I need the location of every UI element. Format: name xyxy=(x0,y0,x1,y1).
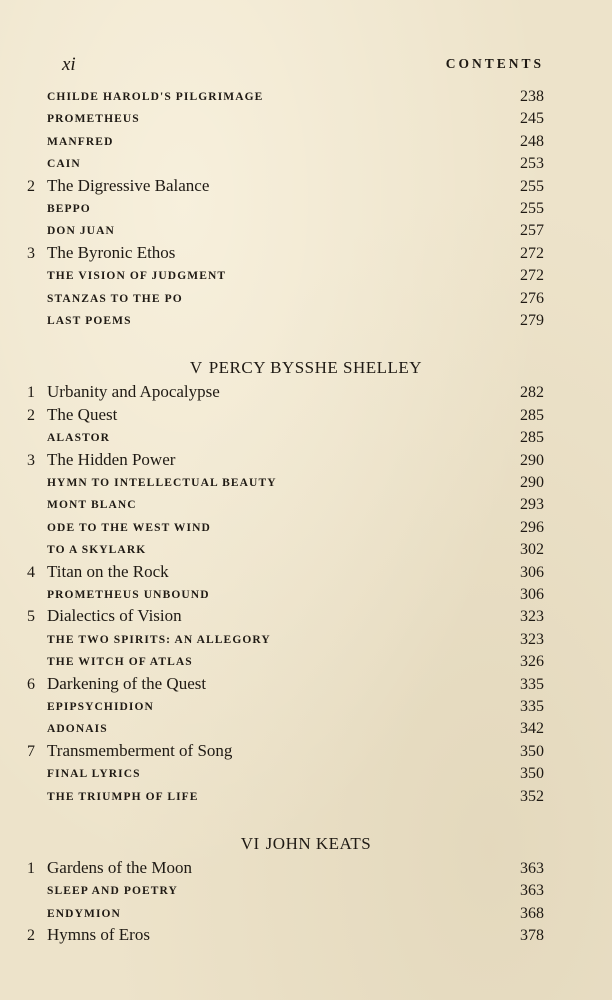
toc-entry xyxy=(20,131,544,153)
page-number: 352 xyxy=(520,787,544,805)
page-number: 335 xyxy=(520,698,544,715)
page-number: 253 xyxy=(520,155,544,173)
section-title: Transmemberment of Song xyxy=(47,740,233,760)
poem-title: LAST POEMS xyxy=(47,315,132,327)
page-number: 285 xyxy=(520,429,544,447)
toc-entry xyxy=(20,310,544,332)
poem-title: THE TWO SPIRITS: AN ALLEGORY xyxy=(47,633,271,646)
chapter-number: 5 xyxy=(27,608,35,626)
page-number: 342 xyxy=(520,720,544,738)
part-heading xyxy=(0,834,612,854)
chapter-number: 1 xyxy=(27,384,35,402)
section-title: The Byronic Ethos xyxy=(47,242,176,262)
page-number: 285 xyxy=(520,406,544,424)
toc-entry xyxy=(20,382,544,404)
part-numeral: V xyxy=(189,358,203,378)
page-number: 290 xyxy=(520,451,544,469)
poem-title: CHILDE HAROLD'S PILGRIMAGE xyxy=(47,91,264,103)
page-number: 335 xyxy=(520,675,544,693)
chapter-number: 1 xyxy=(27,860,35,877)
chapter-number: 4 xyxy=(27,563,35,581)
part-heading xyxy=(0,358,612,378)
poem-title: ADONAIS xyxy=(47,723,108,736)
poem-title: HYMN TO INTELLECTUAL BEAUTY xyxy=(47,477,277,489)
part-title: JOHN KEATS xyxy=(265,834,372,853)
toc-entry xyxy=(20,629,544,651)
toc-entry xyxy=(20,405,544,427)
toc-entry xyxy=(20,903,544,925)
toc-entry xyxy=(20,880,544,902)
poem-title: THE WITCH OF ATLAS xyxy=(47,656,193,669)
poem-title: ODE TO THE WEST WIND xyxy=(47,521,211,534)
page-number: 323 xyxy=(520,630,544,648)
page-number: 350 xyxy=(520,765,544,783)
poem-title: PROMETHEUS xyxy=(47,113,140,126)
poem-title: MANFRED xyxy=(47,135,114,148)
page-number: 296 xyxy=(520,518,544,536)
chapter-number: 2 xyxy=(27,927,35,945)
page-number: 293 xyxy=(520,496,544,514)
page-number: 272 xyxy=(520,267,544,285)
poem-title: THE TRIUMPH OF LIFE xyxy=(47,790,199,803)
toc-entry xyxy=(20,858,544,880)
toc-entry xyxy=(20,427,544,449)
page-number: 279 xyxy=(520,312,544,329)
toc-entry xyxy=(20,763,544,785)
page-number: 245 xyxy=(520,110,544,128)
toc-entry xyxy=(20,86,544,108)
toc-entry xyxy=(20,450,544,472)
page-number: 248 xyxy=(520,132,544,150)
toc-entry xyxy=(20,718,544,740)
section-title: Titan on the Rock xyxy=(47,561,169,581)
page-number: 257 xyxy=(520,222,544,240)
toc-entry xyxy=(20,651,544,673)
poem-title: PROMETHEUS UNBOUND xyxy=(47,589,210,601)
chapter-number: 2 xyxy=(27,177,35,195)
page-number: 363 xyxy=(520,860,544,877)
page-number: 272 xyxy=(520,244,544,262)
toc-entry xyxy=(20,153,544,175)
page-number: 368 xyxy=(520,904,544,922)
toc-entry xyxy=(20,517,544,539)
section-title: The Digressive Balance xyxy=(47,175,210,195)
poem-title: MONT BLANC xyxy=(47,499,137,512)
page-number: 323 xyxy=(520,608,544,626)
toc-entry xyxy=(20,674,544,696)
page-number: 290 xyxy=(520,474,544,491)
page-header xyxy=(52,54,544,76)
chapter-number: 3 xyxy=(27,244,35,262)
toc-entry xyxy=(20,925,544,947)
toc-entry xyxy=(20,786,544,808)
poem-title: STANZAS TO THE PO xyxy=(47,292,183,305)
poem-title: ALASTOR xyxy=(47,432,111,445)
poem-title: THE VISION OF JUDGMENT xyxy=(47,270,227,283)
page-number: 238 xyxy=(520,88,544,105)
toc-entry xyxy=(20,696,544,718)
page-number: 276 xyxy=(520,289,544,307)
chapter-number: 3 xyxy=(27,451,35,469)
poem-title: DON JUAN xyxy=(47,225,115,238)
toc-entry xyxy=(20,539,544,561)
page-number: 306 xyxy=(520,563,544,581)
page-number: 306 xyxy=(520,586,544,603)
page-number: 363 xyxy=(520,882,544,900)
toc-entry xyxy=(20,220,544,242)
toc-entry xyxy=(20,584,544,606)
toc-entry xyxy=(20,606,544,628)
section-title: The Quest xyxy=(47,404,118,424)
page-number: 326 xyxy=(520,653,544,671)
poem-title: FINAL LYRICS xyxy=(47,768,141,781)
toc-entry xyxy=(20,288,544,310)
section-title: The Hidden Power xyxy=(47,449,176,469)
toc-entry xyxy=(20,494,544,516)
poem-title: ENDYMION xyxy=(47,907,121,920)
toc-entry xyxy=(20,108,544,130)
part-numeral: VI xyxy=(240,834,260,853)
chapter-number: 2 xyxy=(27,406,35,424)
section-title: Dialectics of Vision xyxy=(47,606,182,626)
page-number: 302 xyxy=(520,541,544,559)
toc-entry xyxy=(20,265,544,287)
section-title: Urbanity and Apocalypse xyxy=(47,382,220,402)
page-number: 378 xyxy=(520,927,544,945)
running-head: CONTENTS xyxy=(445,56,544,71)
section-title: Darkening of the Quest xyxy=(47,673,207,693)
folio-number: xi xyxy=(62,54,76,75)
toc-entry xyxy=(20,741,544,763)
toc-entry xyxy=(20,176,544,198)
page-number: 255 xyxy=(520,200,544,217)
poem-title: BEPPO xyxy=(47,203,91,215)
toc-entry xyxy=(20,472,544,494)
section-title: Hymns of Eros xyxy=(47,925,150,945)
page-number: 282 xyxy=(520,384,544,402)
poem-title: SLEEP AND POETRY xyxy=(47,885,178,898)
toc-entry xyxy=(20,243,544,265)
poem-title: TO A SKYLARK xyxy=(47,544,147,557)
section-title: Gardens of the Moon xyxy=(47,858,192,877)
poem-title: CAIN xyxy=(47,158,81,171)
toc-entry xyxy=(20,562,544,584)
page-number: 350 xyxy=(520,742,544,760)
toc-entry xyxy=(20,198,544,220)
part-title: PERCY BYSSHE SHELLEY xyxy=(208,358,423,378)
page-number: 255 xyxy=(520,177,544,195)
chapter-number: 6 xyxy=(27,675,35,693)
chapter-number: 7 xyxy=(27,742,35,760)
poem-title: EPIPSYCHIDION xyxy=(47,701,154,713)
